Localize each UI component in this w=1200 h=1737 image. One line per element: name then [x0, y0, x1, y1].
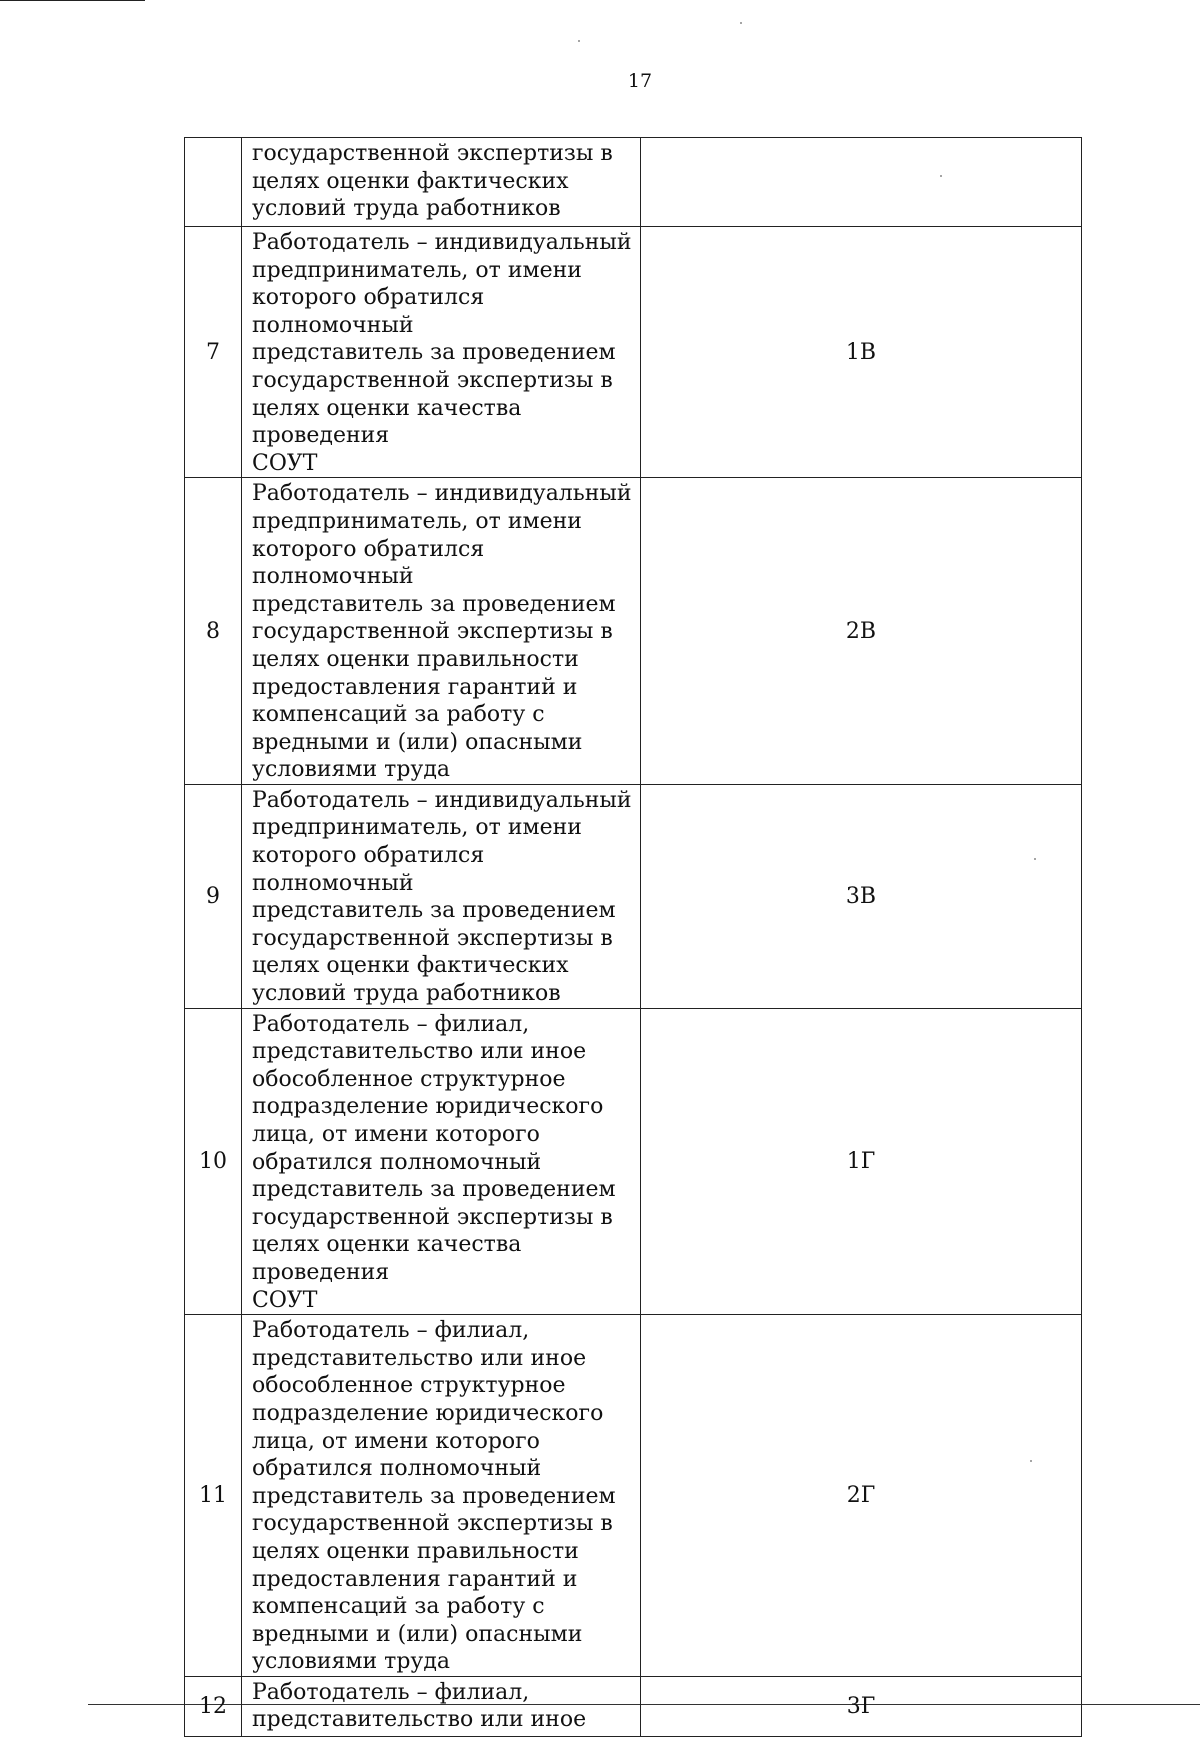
table-row [185, 1315, 1082, 1677]
page-number: 17 [627, 70, 653, 92]
row-description-text: Работодатель – филиал, представительство или иное обособленное структурное подразделение юридического лица, от имени которого обратился полномочный представитель за проведением государственной экспертизы в целях оценки правильности предоставления гарантий и компенсаций за работу с вредными и (или) опасными условиями труда [252, 1318, 616, 1675]
row-code: 1В [641, 227, 1082, 478]
table-row [185, 138, 1082, 227]
row-description-text: Работодатель – индивидуальный предприниматель, от имени которого обратился полномочный представитель за проведением государственной экспертизы в целях оценки фактических условий труда работников [252, 787, 632, 1007]
row-description [242, 1315, 641, 1677]
row-number: 9 [185, 784, 242, 1008]
scan-edge-top [0, 0, 145, 1]
row-description-text: государственной экспертизы в целях оценки фактических условий труда работников [252, 141, 613, 222]
row-number: 7 [185, 227, 242, 478]
table-row [185, 784, 1082, 1008]
row-number: 8 [185, 478, 242, 785]
row-number: 11 [185, 1315, 242, 1677]
row-description [242, 138, 641, 227]
row-code: 3Г [641, 1676, 1082, 1736]
row-description-text: Работодатель – филиал, представительство или иное обособленное структурное подразделение юридического лица, от имени которого обратился полномочный представитель за проведением государственной экспертизы в целях оценки качества проведения СОУТ [252, 1011, 616, 1313]
row-description [242, 478, 641, 785]
document-table [184, 137, 1082, 1737]
row-description [242, 1008, 641, 1315]
table-row [185, 1008, 1082, 1315]
row-code [641, 138, 1082, 227]
row-description-text: Работодатель – индивидуальный предприниматель, от имени которого обратился полномочный представитель за проведением государственной экспертизы в целях оценки качества проведения СОУТ [252, 230, 632, 476]
scan-speck [1030, 1460, 1032, 1462]
row-code: 2Г [641, 1315, 1082, 1677]
row-number [185, 138, 242, 227]
scan-speck [1034, 858, 1036, 860]
row-description-text: Работодатель – филиал, представительство или иное [252, 1679, 587, 1733]
row-code: 1Г [641, 1008, 1082, 1315]
scan-speck [740, 22, 742, 24]
row-description [242, 1676, 641, 1736]
table-row [185, 1676, 1082, 1736]
row-number: 12 [185, 1676, 242, 1736]
row-description-text: Работодатель – индивидуальный предприниматель, от имени которого обратился полномочный представитель за проведением государственной экспертизы в целях оценки правильности предоставления гарантий и компенсаций за работу с вредными и (или) опасными условиями труда [252, 481, 632, 783]
row-code: 2В [641, 478, 1082, 785]
scan-speck [578, 40, 580, 42]
table-row [185, 478, 1082, 785]
row-code: 3В [641, 784, 1082, 1008]
row-description [242, 784, 641, 1008]
row-description [242, 227, 641, 478]
scan-speck [940, 175, 942, 177]
row-number: 10 [185, 1008, 242, 1315]
table-row [185, 227, 1082, 478]
